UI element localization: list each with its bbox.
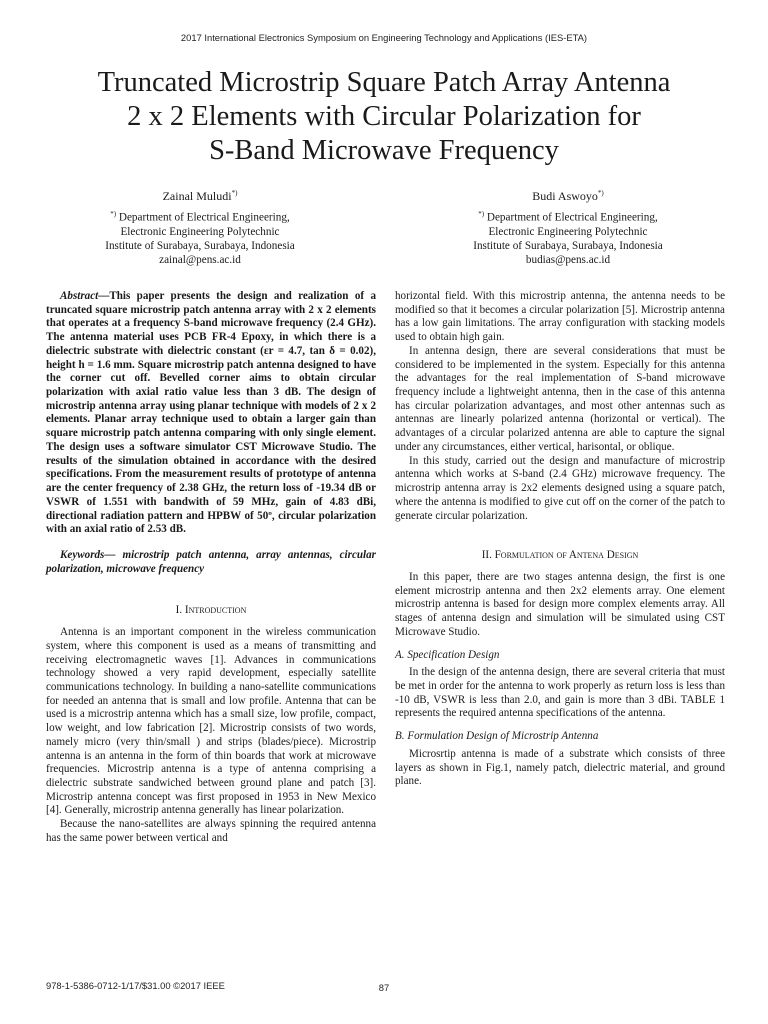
specification-paragraph: In the design of the antenna design, there are several criteria that must be met in order for the antenna to work properly as return loss is less than -10 dB, VSWR is less than 2.0, and gain is more than 3 dBi. TABLE 1 represents the required antenna specifications of the antenna. bbox=[395, 666, 725, 720]
author-school: Electronic Engineering Polytechnic bbox=[120, 225, 280, 238]
section-heading-introduction: I. Introduction bbox=[175, 604, 247, 617]
abstract-lead: Abstract bbox=[60, 290, 99, 302]
subsection-formulation-design: B. Formulation Design of Microstrip Antenna bbox=[395, 730, 599, 743]
title-line-1: Truncated Microstrip Square Patch Array Antenna bbox=[97, 67, 671, 98]
author-email: budias@pens.ac.id bbox=[525, 253, 611, 266]
author-affiliation: *) Department of Electrical Engineering, bbox=[478, 210, 658, 224]
author-mark: *) bbox=[231, 189, 238, 197]
author-name: Budi Aswoyo*) bbox=[532, 189, 604, 203]
intro-paragraph-2: Because the nano-satellites are always spinning the required antenna has the same power between vertical and bbox=[46, 818, 376, 844]
study-paragraph: In this study, carried out the design and manufacture of microstrip antenna which works at S-band (2.4 GHz) microwave frequency. The microstrip antenna array is 2x2 elements designed using a square patch, where the antenna is modified to give cut off on the corner of the patch to generate circular polarization. bbox=[395, 454, 725, 522]
author-institute: Institute of Surabaya, Surabaya, Indonesia bbox=[105, 239, 295, 252]
author-block-1 bbox=[40, 186, 360, 267]
author-school: Electronic Engineering Polytechnic bbox=[488, 225, 648, 238]
right-column bbox=[395, 290, 725, 789]
page-number: 87 bbox=[378, 982, 390, 993]
formulation-paragraph: In this paper, there are two stages antenna design, the first is one element microstrip antenna and then 2x2 elements array. One element microstrip antenna is based for design more complex elements array. All stages of antenna design and simulation will be simulated using CST Microwave Studio. bbox=[395, 570, 725, 638]
intro-paragraph-1: Antenna is an important component in the wireless communication system, where this component is used as a means of transmitting and receiving electromagnetic waves [1]. Advances in communications technology showed a very rapid development, especially satellite communications technology. In building a nano-satellite communications for needed an antenna that is small and low profile. Antenna that can be used is a microstrip antenna which has a small size, low profile, compact, low weight, and low fabrication [2]. Microstrip consists of two words, namely micro (very thin/small ) and strips (blades/piece). Microstrip antenna is an antenna in the form of thin boards that work at microwave frequencies. Microstrip antenna is a type of antenna comprising a dielectric substrate sandwiched between ground plane and patch [3]. Microstrip antenna concept was first proposed in 1953 in New Mexico [4]. Generally, microstrip antenna generally has linear polarization. bbox=[46, 626, 376, 817]
title-line-2: 2 x 2 Elements with Circular Polarization for bbox=[127, 101, 641, 132]
formulation-design-paragraph: Microsrtip antenna is made of a substrate which consists of three layers as shown in Fig.1, namely patch, dielectric material, and ground plane. bbox=[395, 747, 725, 788]
title-line-3: S-Band Microwave Frequency bbox=[209, 135, 559, 166]
author-institute: Institute of Surabaya, Surabaya, Indonesia bbox=[473, 239, 663, 252]
left-column bbox=[46, 290, 376, 846]
author-email: zainal@pens.ac.id bbox=[159, 253, 241, 266]
abstract bbox=[46, 290, 376, 537]
section-heading-formulation: II. Formulation of Antena Design bbox=[481, 549, 639, 562]
design-considerations-paragraph: In antenna design, there are several considerations that must be considered to be implemented in the system. Especially for this antenna the advantages for the real implementation of S-band microwave frequency include a lightweight antenna, then in the case of this antenna has circular polarization advantages, and most other antennas such as antennas are linearly polarized antenna (horizontal or vertical). The advantages of a circular polarized antenna are able to capture the signal under any circumstances, either vertical, harisontal, or oblique. bbox=[395, 344, 725, 453]
conference-header: 2017 International Electronics Symposium on Engineering Technology and Applications (IES-ETA) bbox=[180, 32, 588, 43]
paper-title bbox=[40, 66, 728, 168]
keywords: Keywords— microstrip patch antenna, array antennas, circular polarization, microwave frequency bbox=[46, 548, 376, 575]
abstract-text: —This paper presents the design and realization of a truncated square microstrip patch antenna array with 2 x 2 elements that operates at a frequency S-band microwave frequency (2.4 GHz). The antenna material uses PCB FR-4 Epoxy, in which there is a dielectric substrate with dielectric constant (εr = 4.7, tan δ = 0.02), height h = 1.6 mm. Square microstrip patch antenna designed to have the corner cut off. Bevelled corner aims to obtain circular polarization with axial ratio value less than 3 dB. The design of microstrip antenna array using planar technique with models of 2 x 2 elements. Planar array technique used to obtain a larger gain than square microstrip patch antenna comparing with only single element. The design uses a software simulator CST Microwave Studio. The results of the simulation obtained in accordance with the desired specifications. From the measurement results of prototype of antenna are the center frequency of 2.38 GHz, the return loss of -19.34 dB or VSWR of 1.551 with bandwith of 59 MHz, gain of 4.83 dBi, directional radiation pattern and HPBW of 50º, circular polarization with an axial ratio of 2.53 dB. bbox=[46, 290, 376, 536]
footer-isbn: 978-1-5386-0712-1/17/$31.00 ©2017 IEEE bbox=[46, 980, 225, 991]
author-affiliation: *) Department of Electrical Engineering, bbox=[110, 210, 290, 224]
author-name: Zainal Muludi*) bbox=[162, 189, 238, 203]
continued-paragraph: horizontal field. With this microstrip antenna, the antenna needs to be modified so that it becomes a circular polarization [5]. Microstrip antenna has a low gain limitations. The array configuration with stacking models used to obtain high gain. bbox=[395, 290, 725, 344]
author-block-2 bbox=[408, 186, 728, 267]
author-mark: *) bbox=[597, 189, 604, 197]
subsection-specification-design: A. Specification Design bbox=[395, 648, 500, 661]
